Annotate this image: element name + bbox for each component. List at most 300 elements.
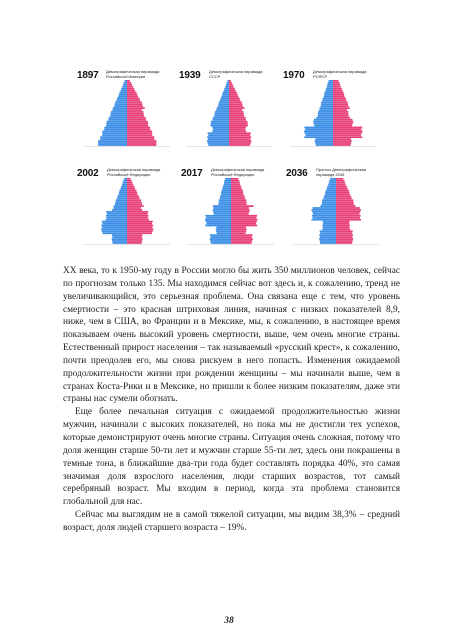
male-age-bar [214, 213, 231, 215]
female-age-bar [231, 228, 247, 230]
male-age-bar [318, 113, 333, 115]
male-age-bar [320, 240, 336, 242]
male-age-bar [313, 207, 336, 209]
female-age-bar [127, 240, 142, 242]
male-age-bar [215, 113, 229, 115]
male-age-bar [305, 129, 333, 131]
male-age-bar [124, 82, 127, 84]
male-age-bar [112, 238, 127, 240]
male-age-bar [216, 230, 231, 232]
male-age-bar [222, 94, 229, 96]
male-age-bar [107, 121, 127, 123]
male-age-bar [224, 180, 231, 182]
female-age-bar [333, 92, 344, 94]
male-age-bar [112, 240, 127, 242]
female-age-bar [231, 194, 243, 196]
female-age-bar [333, 99, 346, 101]
male-age-bar [219, 201, 231, 203]
male-age-bar [106, 215, 127, 217]
female-age-bar [127, 197, 140, 199]
female-age-bar [333, 90, 342, 92]
female-age-bar [229, 136, 251, 138]
female-age-bar [127, 82, 131, 84]
male-age-bar [316, 144, 333, 146]
male-age-bar [320, 107, 333, 109]
female-age-bar [229, 90, 236, 92]
male-age-bar [110, 115, 127, 117]
female-age-bar [127, 86, 133, 88]
paragraph: Сейчас мы выглядим не в самой тяжелой ситуации, мы видим 38,3% – средний возраст, доля людей старшего возраста – 19%. [63, 510, 400, 533]
female-age-bar [229, 94, 238, 96]
female-age-bar [127, 195, 139, 197]
male-age-bar [212, 119, 229, 121]
male-age-bar [206, 221, 231, 223]
male-age-bar [329, 80, 333, 82]
female-age-bar [336, 186, 347, 188]
male-age-bar [326, 88, 333, 90]
female-age-bar [333, 121, 353, 123]
female-age-bar [333, 130, 363, 132]
pyramid-title: Демографическая пирамида СССР [209, 69, 263, 79]
female-age-bar [336, 195, 351, 197]
female-age-bar [127, 140, 156, 142]
female-age-bar [336, 242, 352, 244]
pyramid-year: 2036 [286, 168, 308, 179]
female-age-bar [127, 138, 154, 140]
male-age-bar [304, 127, 333, 129]
male-age-bar [117, 97, 127, 99]
female-age-bar [333, 117, 350, 119]
female-age-bar [229, 115, 244, 117]
male-age-bar [123, 182, 127, 184]
male-age-bar [313, 217, 336, 219]
female-age-bar [231, 207, 249, 209]
pyramid-chart [76, 66, 178, 152]
female-age-bar [127, 109, 142, 111]
male-age-bar [304, 136, 333, 138]
female-age-bar [229, 121, 247, 123]
male-age-bar [214, 115, 229, 117]
pyramid-title: Демографическая пирамида Российской Федерации [211, 167, 265, 177]
female-age-bar [231, 186, 241, 188]
male-age-bar [207, 223, 231, 225]
female-age-bar [336, 217, 360, 219]
female-age-bar [127, 111, 143, 113]
female-age-bar [333, 97, 346, 99]
female-age-bar [127, 105, 143, 107]
male-age-bar [112, 209, 127, 211]
pyramid-title: Демографическая пирамида РСФСР [313, 69, 367, 79]
female-age-bar [229, 109, 242, 111]
male-age-bar [222, 188, 231, 190]
female-age-bar [231, 225, 257, 227]
female-age-bar [229, 92, 237, 94]
male-age-bar [119, 192, 127, 194]
male-age-bar [322, 225, 336, 227]
female-age-bar [333, 134, 361, 136]
pyramid-chart [178, 66, 280, 152]
male-age-bar [324, 195, 336, 197]
female-age-bar [127, 182, 133, 184]
female-age-bar [333, 103, 348, 105]
male-age-bar [117, 197, 127, 199]
female-age-bar [231, 219, 258, 221]
male-age-bar [312, 215, 336, 217]
female-age-bar [229, 113, 244, 115]
female-age-bar [127, 80, 130, 82]
female-age-bar [127, 190, 136, 192]
male-age-bar [212, 127, 229, 129]
male-age-bar [224, 184, 231, 186]
female-age-bar [333, 86, 341, 88]
male-age-bar [319, 109, 333, 111]
female-age-bar [336, 223, 349, 225]
female-age-bar [127, 225, 153, 227]
female-age-bar [231, 199, 246, 201]
female-age-bar [336, 228, 350, 230]
female-age-bar [127, 213, 148, 215]
male-age-bar [226, 84, 229, 86]
male-age-bar [327, 86, 333, 88]
male-age-bar [217, 107, 229, 109]
female-age-bar [127, 199, 141, 201]
female-age-bar [127, 201, 142, 203]
male-age-bar [212, 130, 229, 132]
female-age-bar [336, 190, 349, 192]
male-age-bar [206, 217, 231, 219]
male-age-bar [208, 134, 229, 136]
male-age-bar [222, 190, 231, 192]
female-age-bar [231, 209, 250, 211]
male-age-bar [223, 186, 231, 188]
male-age-bar [326, 90, 333, 92]
male-age-bar [210, 125, 229, 127]
male-age-bar [324, 94, 333, 96]
female-age-bar [333, 125, 352, 127]
male-age-bar [122, 86, 127, 88]
population-pyramids-figure [76, 66, 388, 252]
female-age-bar [127, 136, 154, 138]
female-age-bar [336, 207, 360, 209]
male-age-bar [112, 236, 127, 238]
male-age-bar [115, 203, 127, 205]
male-age-bar [106, 125, 127, 127]
male-age-bar [104, 129, 127, 131]
female-age-bar [229, 88, 235, 90]
female-age-bar [229, 96, 238, 98]
female-age-bar [229, 86, 234, 88]
male-age-bar [118, 96, 127, 98]
male-age-bar [111, 111, 127, 113]
female-age-bar [127, 144, 156, 146]
male-age-bar [122, 184, 127, 186]
male-age-bar [218, 105, 229, 107]
male-age-bar [210, 240, 231, 242]
female-age-bar [333, 88, 342, 90]
female-age-bar [127, 107, 145, 109]
female-age-bar [231, 213, 249, 215]
female-age-bar [127, 142, 156, 144]
female-age-bar [333, 107, 350, 109]
paragraph: XX века, то к 1950-му году в России могло бы жить 350 миллионов человек, сейчас по прогнозам только 135. Мы находимся сейчас вот здесь и, к сожалению, тренд не увеличивающийся, это серьезная проблема. Она связана еще с тем, что уровень смертности – это красная штриховая линия, начиная с низких показателей 8,9, ниже, чем в США, во Франции и в Мексике, мы, к сожалению, в настоящее время показываем очень высокий уровень смертности, выше, чем очень многие страны. Естественный прирост населения – так называемый «русский крест», к сожалению, почти преодолев его, мы снова рискуем в него попасть. Изменения ожидаемой продолжительности жизни при рождении женщины – мы начинали выше, чем в странах Коста-Рики и в Мексике, но пришли к более низким показателям, даже эти страны нас сумели обогнать. [63, 266, 400, 405]
female-age-bar [333, 111, 348, 113]
pyramid-title: Демографическая пирамида Российской Империи [106, 69, 160, 79]
female-age-bar [229, 111, 243, 113]
female-age-bar [333, 144, 351, 146]
female-age-bar [336, 219, 361, 221]
male-age-bar [98, 144, 127, 146]
female-age-bar [336, 205, 356, 207]
female-age-bar [127, 132, 152, 134]
male-age-bar [325, 92, 333, 94]
male-age-bar [318, 115, 333, 117]
female-age-bar [231, 192, 243, 194]
female-age-bar [229, 140, 251, 142]
male-age-bar [216, 227, 231, 229]
female-age-bar [127, 134, 152, 136]
pyramid-year: 2017 [181, 168, 203, 179]
male-age-bar [225, 178, 231, 180]
female-age-bar [127, 211, 148, 213]
male-age-bar [208, 138, 229, 140]
female-age-bar [127, 205, 144, 207]
female-age-bar [336, 180, 345, 182]
male-age-bar [224, 182, 231, 184]
male-age-bar [213, 205, 231, 207]
male-age-bar [327, 84, 333, 86]
female-age-bar [336, 215, 361, 217]
female-age-bar [229, 123, 248, 125]
female-age-bar [333, 105, 348, 107]
male-age-bar [108, 119, 127, 121]
male-age-bar [312, 211, 336, 213]
female-age-bar [127, 184, 133, 186]
female-age-bar [231, 234, 253, 236]
female-age-bar [231, 221, 257, 223]
female-age-bar [229, 132, 251, 134]
female-age-bar [336, 194, 350, 196]
male-age-bar [101, 225, 127, 227]
male-age-bar [225, 86, 229, 88]
female-age-bar [127, 207, 141, 209]
male-age-bar [103, 223, 127, 225]
male-age-bar [221, 192, 231, 194]
female-age-bar [127, 234, 142, 236]
female-age-bar [229, 144, 250, 146]
female-age-bar [336, 227, 349, 229]
female-age-bar [333, 129, 361, 131]
pyramid-title: Прогноз Демографическая пирамида 2036 [316, 167, 366, 177]
female-age-bar [231, 182, 240, 184]
male-age-bar [208, 132, 229, 134]
male-age-bar [327, 186, 336, 188]
female-age-bar [231, 178, 238, 180]
male-age-bar [117, 99, 127, 101]
female-age-bar [229, 134, 250, 136]
male-age-bar [121, 90, 127, 92]
female-age-bar [127, 194, 138, 196]
female-age-bar [229, 101, 242, 103]
pyramid-chart [180, 164, 282, 250]
female-age-bar [127, 230, 153, 232]
female-age-bar [333, 140, 352, 142]
male-age-bar [324, 197, 336, 199]
female-age-bar [336, 221, 350, 223]
female-age-bar [336, 240, 353, 242]
male-age-bar [215, 111, 229, 113]
female-age-bar [127, 113, 144, 115]
male-age-bar [320, 230, 336, 232]
female-age-bar [127, 117, 146, 119]
female-age-bar [127, 84, 132, 86]
female-age-bar [127, 130, 152, 132]
male-age-bar [119, 194, 127, 196]
male-age-bar [121, 88, 127, 90]
male-age-bar [327, 188, 336, 190]
male-age-bar [119, 94, 127, 96]
female-age-bar [336, 225, 350, 227]
female-age-bar [336, 192, 349, 194]
male-age-bar [117, 195, 127, 197]
female-age-bar [231, 236, 252, 238]
male-age-bar [322, 203, 336, 205]
male-age-bar [306, 134, 333, 136]
male-age-bar [316, 117, 333, 119]
female-age-bar [231, 180, 239, 182]
male-age-bar [100, 138, 127, 140]
male-age-bar [113, 107, 127, 109]
pyramid-title: Демографическая пирамида Российской Федерации [107, 167, 161, 177]
male-age-bar [116, 199, 127, 201]
female-age-bar [127, 223, 152, 225]
male-age-bar [102, 230, 127, 232]
female-age-bar [127, 99, 140, 101]
pyramid-chart [285, 164, 387, 250]
male-age-bar [102, 221, 127, 223]
female-age-bar [231, 217, 256, 219]
male-age-bar [213, 117, 229, 119]
female-age-bar [127, 115, 144, 117]
male-age-bar [106, 219, 127, 221]
female-age-bar [231, 242, 252, 244]
male-age-bar [324, 96, 333, 98]
male-age-bar [100, 136, 127, 138]
male-age-bar [325, 194, 336, 196]
female-age-bar [229, 99, 240, 101]
male-age-bar [219, 199, 231, 201]
female-age-bar [229, 82, 232, 84]
female-age-bar [231, 190, 243, 192]
male-age-bar [210, 238, 231, 240]
female-age-bar [127, 127, 150, 129]
male-age-bar [218, 203, 231, 205]
female-age-bar [127, 129, 150, 131]
female-age-bar [336, 232, 352, 234]
male-age-bar [123, 180, 127, 182]
male-age-bar [113, 242, 127, 244]
female-age-bar [127, 121, 148, 123]
female-age-bar [336, 184, 346, 186]
female-age-bar [127, 101, 142, 103]
pyramid-year: 1939 [179, 70, 201, 81]
female-age-bar [333, 138, 351, 140]
female-age-bar [229, 117, 246, 119]
male-age-bar [107, 213, 127, 215]
female-age-bar [336, 236, 352, 238]
male-age-bar [102, 134, 127, 136]
male-age-bar [208, 144, 229, 146]
female-age-bar [231, 223, 256, 225]
female-age-bar [333, 142, 351, 144]
female-age-bar [127, 97, 139, 99]
female-age-bar [231, 201, 247, 203]
female-age-bar [231, 184, 240, 186]
female-age-bar [229, 103, 242, 105]
pyramid-year: 1897 [77, 70, 99, 81]
male-age-bar [113, 207, 127, 209]
male-age-bar [208, 142, 229, 144]
female-age-bar [127, 180, 132, 182]
male-age-bar [112, 234, 127, 236]
female-age-bar [333, 82, 340, 84]
female-age-bar [127, 186, 134, 188]
male-age-bar [220, 197, 231, 199]
female-age-bar [127, 96, 138, 98]
body-text [63, 265, 400, 535]
male-age-bar [102, 227, 127, 229]
male-age-bar [323, 97, 333, 99]
female-age-bar [127, 217, 148, 219]
male-age-bar [220, 195, 231, 197]
male-age-bar [98, 142, 127, 144]
female-age-bar [336, 238, 353, 240]
female-age-bar [127, 188, 135, 190]
female-age-bar [127, 94, 137, 96]
male-age-bar [114, 205, 127, 207]
male-age-bar [211, 236, 231, 238]
male-age-bar [319, 234, 336, 236]
male-age-bar [314, 125, 333, 127]
female-age-bar [127, 232, 152, 234]
female-age-bar [333, 101, 348, 103]
female-age-bar [229, 127, 246, 129]
male-age-bar [211, 242, 231, 244]
male-age-bar [321, 101, 333, 103]
male-age-bar [321, 105, 333, 107]
female-age-bar [127, 103, 142, 105]
pyramid-year: 1970 [283, 70, 305, 81]
male-age-bar [313, 213, 336, 215]
male-age-bar [328, 82, 333, 84]
female-age-bar [229, 130, 246, 132]
female-age-bar [333, 119, 352, 121]
male-age-bar [329, 180, 336, 182]
male-age-bar [328, 184, 336, 186]
female-age-bar [333, 136, 362, 138]
female-age-bar [231, 203, 247, 205]
pyramid-year: 2002 [77, 168, 99, 179]
male-age-bar [329, 182, 336, 184]
male-age-bar [325, 192, 336, 194]
male-age-bar [322, 228, 336, 230]
male-age-bar [219, 101, 229, 103]
male-age-bar [213, 211, 231, 213]
male-age-bar [222, 96, 229, 98]
female-age-bar [336, 197, 352, 199]
male-age-bar [115, 201, 127, 203]
male-age-bar [322, 99, 333, 101]
female-age-bar [127, 236, 142, 238]
